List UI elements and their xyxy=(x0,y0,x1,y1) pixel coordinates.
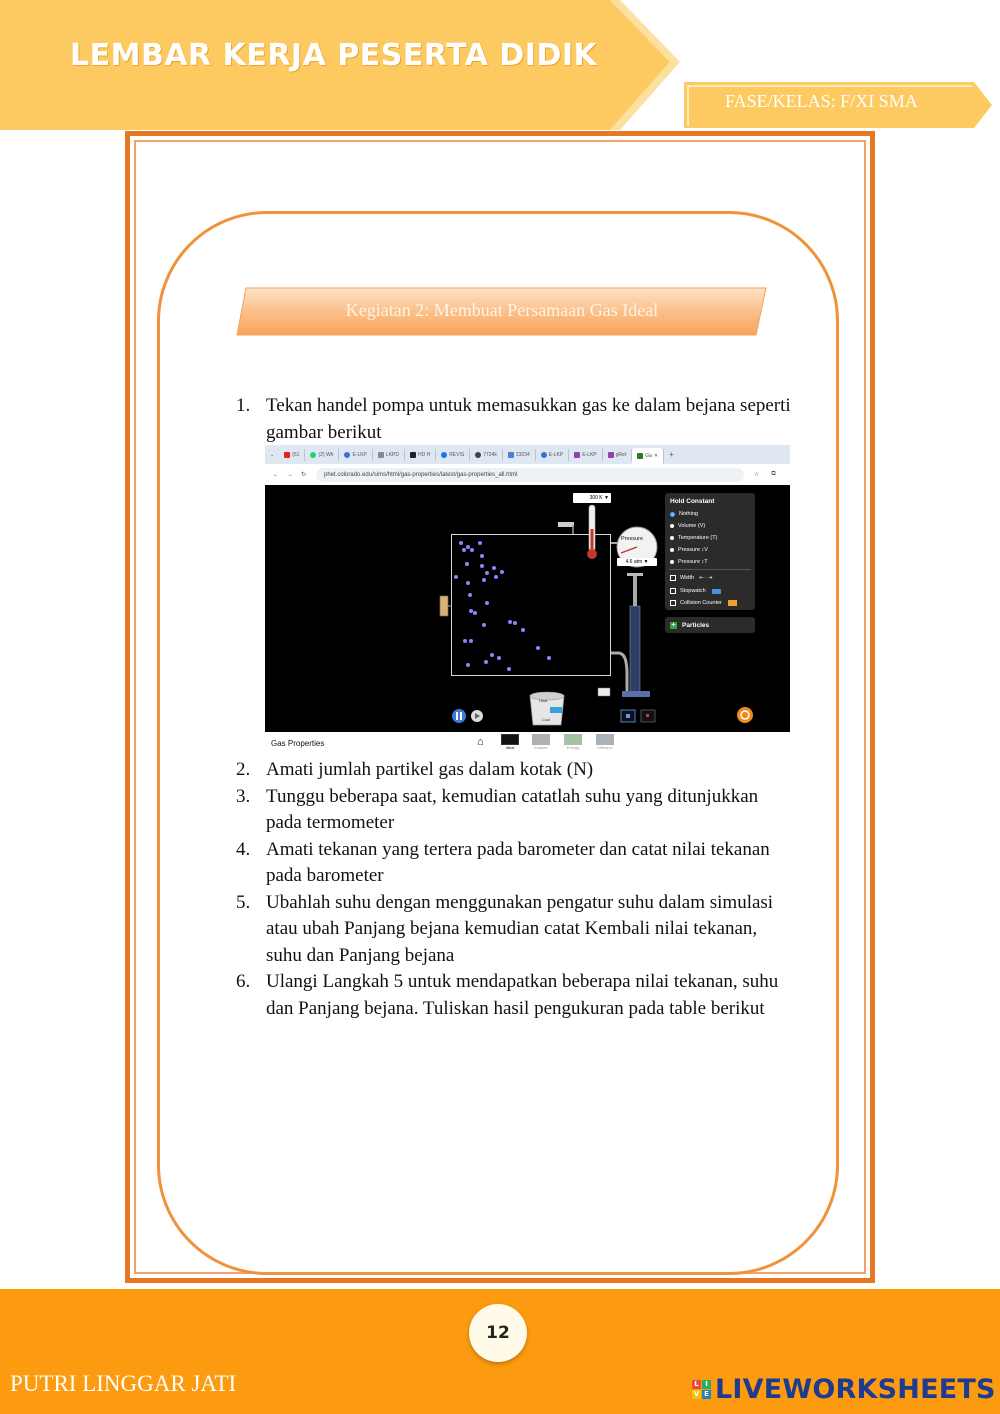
screen-energy: Energy xyxy=(564,734,582,750)
activity-title: Kegiatan 2: Membuat Persamaan Gas Ideal xyxy=(345,300,659,320)
simulation-screenshot xyxy=(265,445,790,754)
fase-kelas-label: FASE/KELAS: F/XI SMA xyxy=(725,91,918,111)
liveworksheets-icon: L I V E xyxy=(692,1380,711,1399)
home-icon: ⌂ xyxy=(477,736,484,748)
browser-url-bar xyxy=(265,464,790,485)
screen-ideal: Ideal xyxy=(501,734,519,750)
browser-tab: 7724k xyxy=(470,449,503,461)
site-icon xyxy=(475,452,481,458)
bookmark-star-icon: ☆ xyxy=(754,472,760,478)
browser-tab: gRet xyxy=(603,449,633,461)
radio-pressure-v: Pressure ↕V xyxy=(670,547,708,553)
site-icon xyxy=(608,452,614,458)
instruction-list-continued xyxy=(236,757,796,1022)
browser-tab: E-LKP xyxy=(536,449,569,461)
heat-label: Heat xyxy=(539,698,548,703)
site-icon xyxy=(344,452,350,458)
instruction-list xyxy=(236,393,796,446)
app-name: Gas Properties xyxy=(271,739,325,748)
radio-nothing: Nothing xyxy=(670,511,698,517)
list-item: 6. Ulangi Langkah 5 untuk mendapatkan beberapa nilai tekanan, suhu dan Panjang bejana. Tuliskan hasil pengukuran pada table berikut xyxy=(236,971,779,1019)
browser-tab: E-LKP xyxy=(339,449,372,461)
youtube-icon xyxy=(284,452,290,458)
browser-tab-active: Ga ✕ xyxy=(632,448,664,464)
worksheet-title: LEMBAR KERJA PESERTA DIDIK xyxy=(70,38,598,73)
phet-navbar xyxy=(265,732,790,754)
radio-temperature: Temperature (T) xyxy=(670,535,717,541)
pressure-label: Pressure xyxy=(621,536,644,542)
phet-icon xyxy=(637,453,643,459)
cool-label: Cool xyxy=(542,717,551,722)
site-icon xyxy=(441,452,447,458)
browser-tab: HD H xyxy=(405,449,436,461)
site-icon xyxy=(541,452,547,458)
author-name: PUTRI LINGGAR JATI xyxy=(10,1371,237,1396)
temperature-readout: 300 K ▼ xyxy=(573,493,611,503)
list-item: 5. Ubahlah suhu dengan menggunakan pengatur suhu dalam simulasi atau ubah Panjang bejana kemudian catat Kembali nilai tekanan, suhu dan Panjang bejana xyxy=(236,891,774,966)
list-item: 2. Amati jumlah partikel gas dalam kotak (N) xyxy=(236,759,594,780)
site-icon xyxy=(574,452,580,458)
pressure-readout: 4.6 atm ▼ xyxy=(617,558,657,566)
hold-constant-panel: Hold Constant Nothing Volume (V) Temperature (T) Pressure ↕V Pressure ↕T Width ⇤ · ⇥ Stopwatch Collision Counter xyxy=(665,493,755,610)
doc-icon xyxy=(508,452,514,458)
browser-tab: (2) Wh xyxy=(305,449,339,461)
browser-tab: E-LKP xyxy=(569,449,602,461)
url-field: phet.colorado.edu/sims/html/gas-properties/latest/gas-properties_all.html xyxy=(316,468,744,482)
list-item: 3. Tunggu beberapa saat, kemudian catatlah suhu yang ditunjukkan pada termometer xyxy=(236,785,759,833)
screen-diffusion: Diffusion xyxy=(596,734,614,750)
list-item: 1. Tekan handel pompa untuk memasukkan gas ke dalam bejana seperti gambar berikut xyxy=(236,395,791,443)
video-icon xyxy=(410,452,416,458)
checkbox-width: Width ⇤ · ⇥ xyxy=(670,575,712,581)
screen-explore: Explore xyxy=(532,734,550,750)
forward-icon: → xyxy=(287,471,293,478)
browser-tab: LKPD xyxy=(373,449,405,461)
page-number: 12 xyxy=(469,1304,527,1362)
browser-tab: 23234 xyxy=(503,449,536,461)
liveworksheets-logo[interactable]: L I V E LIVEWORKSHEETS xyxy=(693,1374,996,1405)
checkbox-collision-counter: Collision Counter xyxy=(670,600,737,606)
browser-tab-bar xyxy=(265,445,790,464)
checkbox-stopwatch: Stopwatch xyxy=(670,588,721,594)
radio-pressure-t: Pressure ↕T xyxy=(670,559,708,565)
particles-panel: + Particles xyxy=(665,617,755,633)
plus-icon: + xyxy=(671,621,676,629)
whatsapp-icon xyxy=(310,452,316,458)
browser-tab: (51 xyxy=(279,449,305,461)
reload-icon: ↻ xyxy=(301,472,307,478)
browser-tab: REVIS xyxy=(436,449,470,461)
chevron-down-icon: ⌄ xyxy=(270,451,275,458)
doc-icon xyxy=(378,452,384,458)
list-item: 4. Amati tekanan yang tertera pada barometer dan catat nilai tekanan pada barometer xyxy=(236,838,770,886)
radio-volume: Volume (V) xyxy=(670,523,705,529)
new-tab-icon: + xyxy=(669,450,674,459)
phet-simulation xyxy=(265,485,790,732)
back-icon: ← xyxy=(273,471,279,478)
extension-icon: ⧉ xyxy=(771,471,776,477)
